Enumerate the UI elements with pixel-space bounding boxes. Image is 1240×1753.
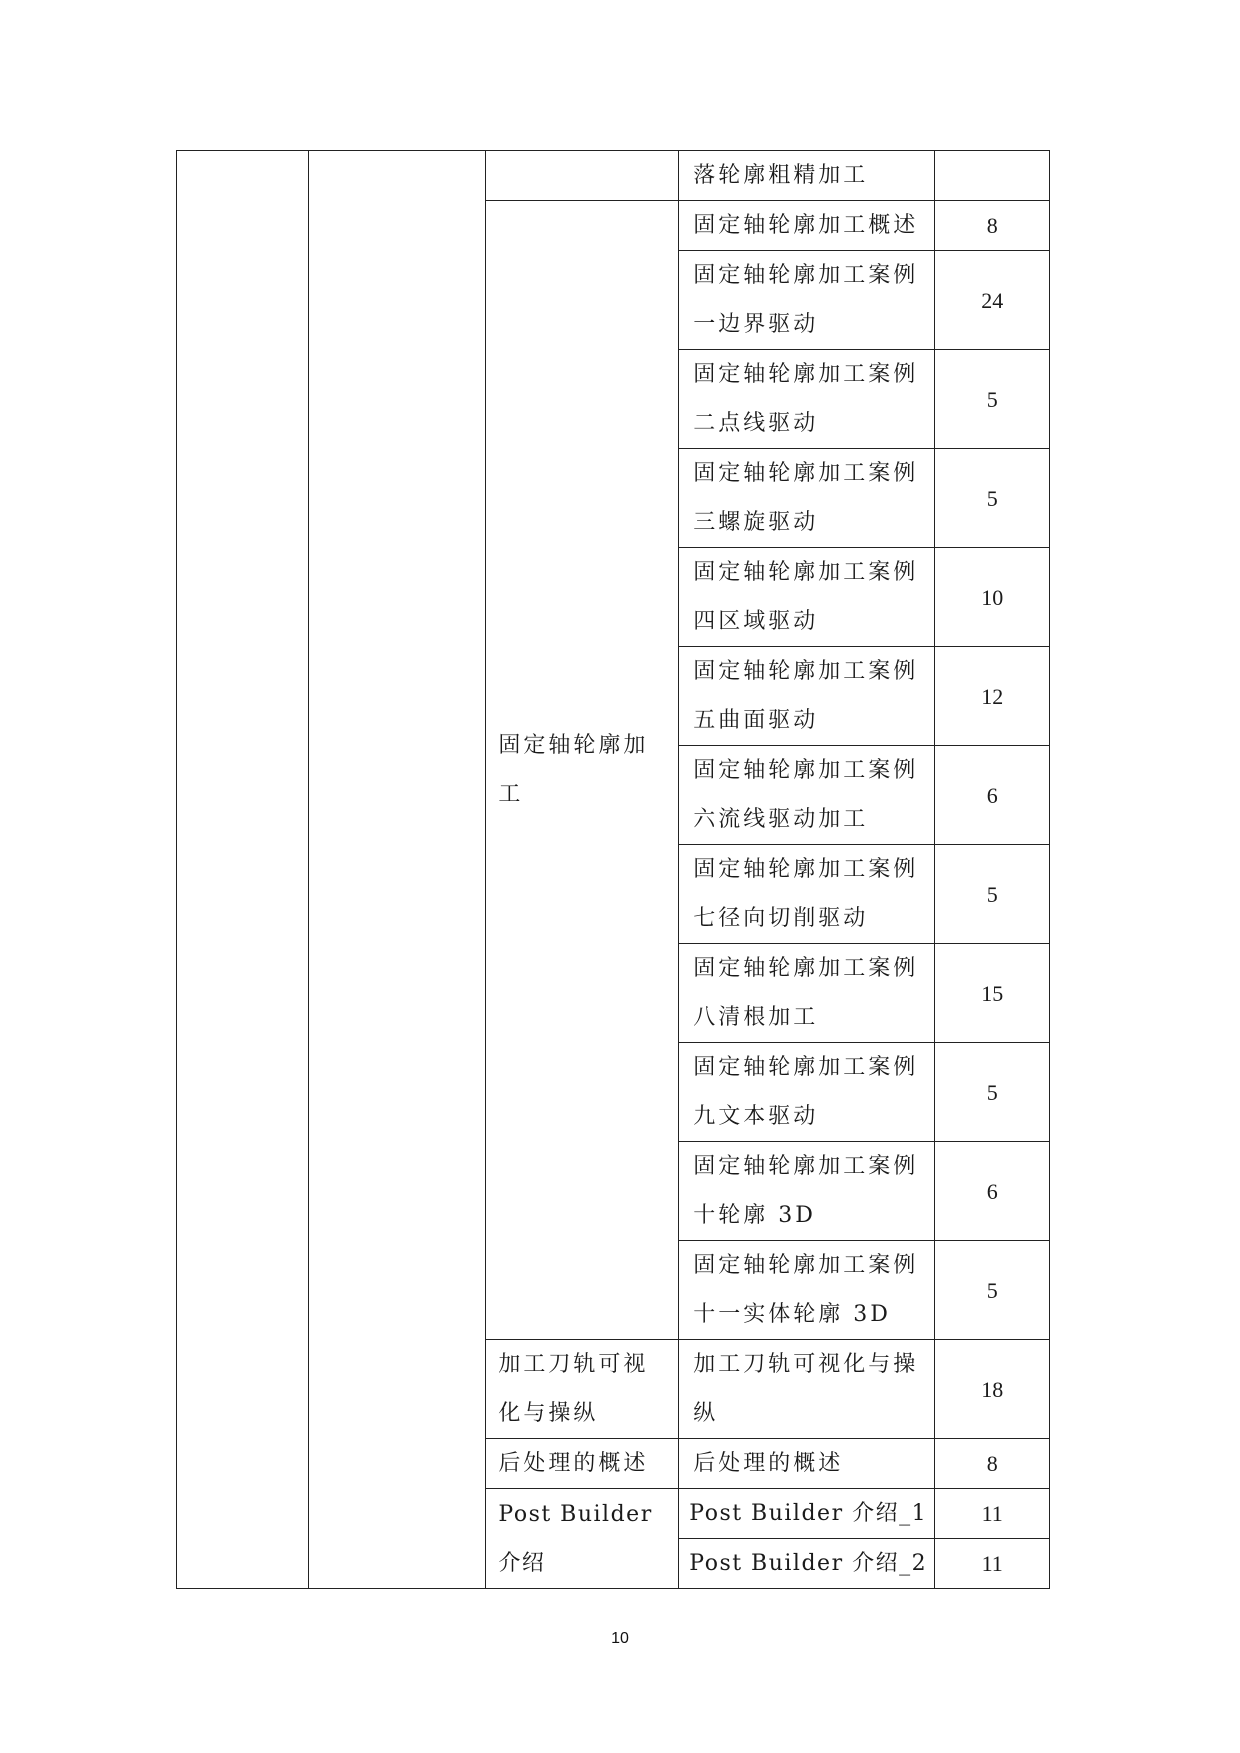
hours-cell: 15 [935, 944, 1050, 1043]
lesson-cell [679, 1340, 935, 1439]
lesson-text-line2: 六流线驱动加工 [693, 807, 869, 832]
lesson-text-line2: 七径向切削驱动 [693, 906, 869, 931]
lesson-text-line1: 固定轴轮廓加工案例 [693, 659, 919, 684]
lesson-text: 固定轴轮廓加工概述 [693, 213, 919, 238]
hours-cell: 11 [935, 1489, 1050, 1539]
lesson-text-line2: 十轮廓 3D [693, 1203, 816, 1228]
table-row [177, 151, 1050, 201]
hours-cell: 5 [935, 350, 1050, 449]
hours-cell: 6 [935, 1142, 1050, 1241]
hours-cell: 11 [935, 1539, 1050, 1589]
lesson-text-line2: 四区域驱动 [693, 609, 819, 634]
lesson-cell [679, 944, 935, 1043]
lesson-cell [679, 1489, 935, 1539]
hours-cell: 8 [935, 201, 1050, 251]
hours-cell: 8 [935, 1439, 1050, 1489]
lesson-cell [679, 151, 935, 201]
hours-cell: 18 [935, 1340, 1050, 1439]
section-text-line2: 化与操纵 [498, 1401, 599, 1426]
lesson-cell [679, 350, 935, 449]
lesson-text-line2: 纵 [693, 1401, 719, 1426]
lesson-text-line2: 九文本驱动 [693, 1104, 819, 1129]
section-text-line1: Post Builder [498, 1501, 653, 1527]
section-cell-fixed-axis [486, 201, 679, 1340]
lesson-text-line1: 固定轴轮廓加工案例 [693, 461, 919, 486]
lesson-text: Post Builder 介绍_1 [689, 1501, 928, 1526]
section-text-line1: 固定轴轮廓加 [498, 733, 649, 758]
lesson-text-line1: 固定轴轮廓加工案例 [693, 1253, 919, 1278]
section-text-line2: 工 [498, 782, 524, 807]
section-cell-toolpath [486, 1340, 679, 1439]
hours-cell: 5 [935, 449, 1050, 548]
lesson-cell [679, 449, 935, 548]
lesson-text-line1: 加工刀轨可视化与操 [693, 1352, 919, 1377]
hours-cell: 10 [935, 548, 1050, 647]
lesson-cell [679, 746, 935, 845]
lesson-text-line2: 二点线驱动 [693, 411, 819, 436]
lesson-text-line1: 固定轴轮廓加工案例 [693, 1154, 919, 1179]
lesson-cell [679, 1142, 935, 1241]
lesson-text-line2: 一边界驱动 [693, 312, 819, 337]
lesson-text-line2: 八清根加工 [693, 1005, 819, 1030]
lesson-text-line1: 固定轴轮廓加工案例 [693, 758, 919, 783]
lesson-cell [679, 201, 935, 251]
page-number: 10 [611, 1630, 629, 1647]
hours-cell: 24 [935, 251, 1050, 350]
hours-cell: 5 [935, 845, 1050, 944]
lesson-text-line1: 固定轴轮廓加工案例 [693, 1055, 919, 1080]
lesson-cell [679, 1439, 935, 1489]
lesson-text: 落轮廓粗精加工 [693, 163, 869, 188]
hours-cell [935, 151, 1050, 201]
lesson-text-line1: 固定轴轮廓加工案例 [693, 263, 919, 288]
course-table [176, 150, 1050, 1589]
lesson-cell [679, 1043, 935, 1142]
lesson-text-line2: 三螺旋驱动 [693, 510, 819, 535]
lesson-cell [679, 251, 935, 350]
hours-cell: 12 [935, 647, 1050, 746]
section-cell-post-builder [486, 1489, 679, 1589]
lesson-cell [679, 548, 935, 647]
empty-cell-col1 [177, 151, 309, 1589]
lesson-text-line1: 固定轴轮廓加工案例 [693, 857, 919, 882]
lesson-text: Post Builder 介绍_2 [689, 1551, 928, 1576]
lesson-cell [679, 1539, 935, 1589]
lesson-text: 后处理的概述 [693, 1451, 844, 1476]
empty-cell-col2 [308, 151, 486, 1589]
section-text-line1: 加工刀轨可视 [498, 1352, 649, 1377]
lesson-text-line1: 固定轴轮廓加工案例 [693, 362, 919, 387]
lesson-cell [679, 647, 935, 746]
lesson-text-line2: 五曲面驱动 [693, 708, 819, 733]
lesson-text-line1: 固定轴轮廓加工案例 [693, 560, 919, 585]
hours-cell: 6 [935, 746, 1050, 845]
lesson-text-line1: 固定轴轮廓加工案例 [693, 956, 919, 981]
lesson-cell [679, 1241, 935, 1340]
hours-cell: 5 [935, 1043, 1050, 1142]
section-text: 后处理的概述 [498, 1451, 649, 1476]
lesson-text-line2: 十一实体轮廓 3D [693, 1302, 891, 1327]
empty-cell-col3 [486, 151, 679, 201]
section-cell-postproc [486, 1439, 679, 1489]
section-text-line2: 介绍 [498, 1550, 546, 1576]
hours-cell: 5 [935, 1241, 1050, 1340]
lesson-cell [679, 845, 935, 944]
